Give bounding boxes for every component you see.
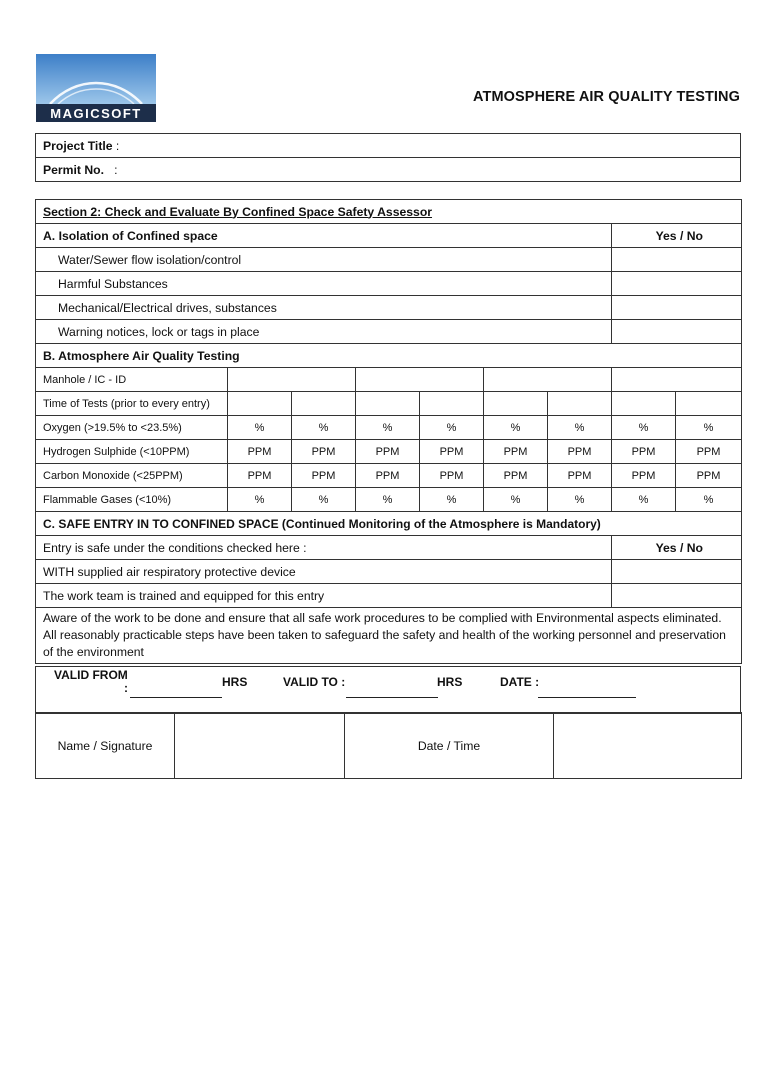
gas-row-flammable	[36, 488, 742, 512]
project-title-sep: :	[112, 138, 120, 153]
time-cell[interactable]	[676, 392, 742, 416]
section2-table	[35, 199, 742, 664]
declaration-text: Aware of the work to be done and ensure that all safe work procedures to be complied with Environmental aspects eliminated. All reasonably practicable steps have been taken to safeguard the safety and health of the working personnel and preservation of the environment	[36, 608, 742, 664]
gas-label: Flammable Gases (<10%)	[36, 488, 228, 512]
unit-cell[interactable]: %	[548, 488, 612, 512]
validity-table	[35, 666, 741, 714]
project-title-label: Project Title	[43, 138, 113, 153]
unit-cell[interactable]: PPM	[228, 464, 292, 488]
manhole-cell[interactable]	[484, 368, 612, 392]
project-title-field[interactable]	[36, 134, 741, 158]
partA-row	[36, 272, 742, 296]
permit-field[interactable]	[36, 158, 741, 182]
name-signature-label: Name / Signature	[36, 713, 175, 779]
project-title-row	[36, 134, 741, 158]
partC-row	[36, 584, 742, 608]
partA-answer-cell[interactable]	[612, 296, 742, 320]
unit-cell[interactable]: %	[356, 488, 420, 512]
valid-from-label: VALID FROM	[54, 668, 128, 682]
unit-cell[interactable]: PPM	[548, 464, 612, 488]
partC-answer-cell[interactable]	[612, 584, 742, 608]
unit-cell[interactable]: %	[484, 416, 548, 440]
gas-row-hydrogen-sulphide	[36, 440, 742, 464]
hrs-label-1: HRS	[222, 675, 248, 689]
unit-cell[interactable]: PPM	[420, 440, 484, 464]
partA-answer-cell[interactable]	[612, 248, 742, 272]
unit-cell[interactable]: PPM	[228, 440, 292, 464]
partA-yes-no-header: Yes / No	[612, 224, 742, 248]
date-time-label: Date / Time	[345, 713, 554, 779]
unit-cell[interactable]: PPM	[420, 464, 484, 488]
signature-table	[35, 712, 742, 779]
unit-cell[interactable]: %	[676, 416, 742, 440]
time-cell[interactable]	[292, 392, 356, 416]
partC-yes-no-header: Yes / No	[612, 536, 742, 560]
valid-from-colon: :	[124, 681, 128, 695]
partA-row	[36, 248, 742, 272]
hrs-label-2: HRS	[437, 675, 463, 689]
unit-cell[interactable]: %	[548, 416, 612, 440]
partC-heading: C. SAFE ENTRY IN TO CONFINED SPACE (Continued Monitoring of the Atmosphere is Mandatory)	[36, 512, 742, 536]
unit-cell[interactable]: %	[356, 416, 420, 440]
unit-cell[interactable]: %	[292, 416, 356, 440]
manhole-label: Manhole / IC - ID	[36, 368, 228, 392]
gas-label: Hydrogen Sulphide (<10PPM)	[36, 440, 228, 464]
gas-row-carbon-monoxide	[36, 464, 742, 488]
unit-cell[interactable]: %	[612, 416, 676, 440]
valid-to-label: VALID TO :	[283, 675, 346, 689]
svg-text:MAGICSOFT: MAGICSOFT	[50, 106, 142, 121]
safe-entry-label: Entry is safe under the conditions checked here :	[36, 536, 612, 560]
partA-item: Mechanical/Electrical drives, substances	[36, 296, 612, 320]
unit-cell[interactable]: PPM	[676, 440, 742, 464]
unit-cell[interactable]: %	[292, 488, 356, 512]
date-time-field[interactable]	[554, 713, 742, 779]
time-cell[interactable]	[356, 392, 420, 416]
unit-cell[interactable]: PPM	[356, 464, 420, 488]
section2-heading: Section 2: Check and Evaluate By Confined Space Safety Assessor	[36, 200, 742, 224]
unit-cell[interactable]: %	[420, 488, 484, 512]
partA-row	[36, 296, 742, 320]
partC-row	[36, 560, 742, 584]
unit-cell[interactable]: %	[228, 416, 292, 440]
unit-cell[interactable]: PPM	[548, 440, 612, 464]
gas-row-oxygen	[36, 416, 742, 440]
manhole-cell[interactable]	[612, 368, 742, 392]
partC-item: WITH supplied air respiratory protective device	[36, 560, 612, 584]
magicsoft-logo	[36, 54, 156, 122]
unit-cell[interactable]: PPM	[292, 440, 356, 464]
unit-cell[interactable]: %	[420, 416, 484, 440]
time-label: Time of Tests (prior to every entry)	[36, 392, 228, 416]
date-label: DATE :	[500, 675, 540, 689]
project-info-table	[35, 133, 741, 182]
partA-heading: A. Isolation of Confined space	[36, 224, 612, 248]
partB-heading: B. Atmosphere Air Quality Testing	[36, 344, 742, 368]
validity-cell	[36, 667, 741, 714]
unit-cell[interactable]: PPM	[484, 440, 548, 464]
valid-from-input-line[interactable]	[130, 697, 222, 698]
unit-cell[interactable]: %	[676, 488, 742, 512]
date-input-line[interactable]	[538, 697, 636, 698]
gas-label: Carbon Monoxide (<25PPM)	[36, 464, 228, 488]
time-row	[36, 392, 742, 416]
unit-cell[interactable]: PPM	[612, 464, 676, 488]
unit-cell[interactable]: PPM	[676, 464, 742, 488]
partA-item: Warning notices, lock or tags in place	[36, 320, 612, 344]
partA-answer-cell[interactable]	[612, 320, 742, 344]
time-cell[interactable]	[228, 392, 292, 416]
time-cell[interactable]	[420, 392, 484, 416]
name-signature-field[interactable]	[175, 713, 345, 779]
unit-cell[interactable]: %	[612, 488, 676, 512]
permit-label: Permit No.	[43, 162, 104, 177]
document-title: ATMOSPHERE AIR QUALITY TESTING	[473, 89, 740, 105]
permit-sep: :	[103, 162, 118, 177]
manhole-cell[interactable]	[228, 368, 356, 392]
unit-cell[interactable]: PPM	[356, 440, 420, 464]
partA-item: Harmful Substances	[36, 272, 612, 296]
manhole-row	[36, 368, 742, 392]
unit-cell[interactable]: PPM	[484, 464, 548, 488]
unit-cell[interactable]: PPM	[292, 464, 356, 488]
permit-row	[36, 158, 741, 182]
partC-item: The work team is trained and equipped for this entry	[36, 584, 612, 608]
manhole-cell[interactable]	[356, 368, 484, 392]
unit-cell[interactable]: %	[228, 488, 292, 512]
partA-answer-cell[interactable]	[612, 272, 742, 296]
unit-cell[interactable]: %	[484, 488, 548, 512]
valid-to-input-line[interactable]	[346, 697, 438, 698]
time-cell[interactable]	[484, 392, 548, 416]
time-cell[interactable]	[612, 392, 676, 416]
partA-row	[36, 320, 742, 344]
partC-answer-cell[interactable]	[612, 560, 742, 584]
time-cell[interactable]	[548, 392, 612, 416]
unit-cell[interactable]: PPM	[612, 440, 676, 464]
partA-item: Water/Sewer flow isolation/control	[36, 248, 612, 272]
gas-label: Oxygen (>19.5% to <23.5%)	[36, 416, 228, 440]
